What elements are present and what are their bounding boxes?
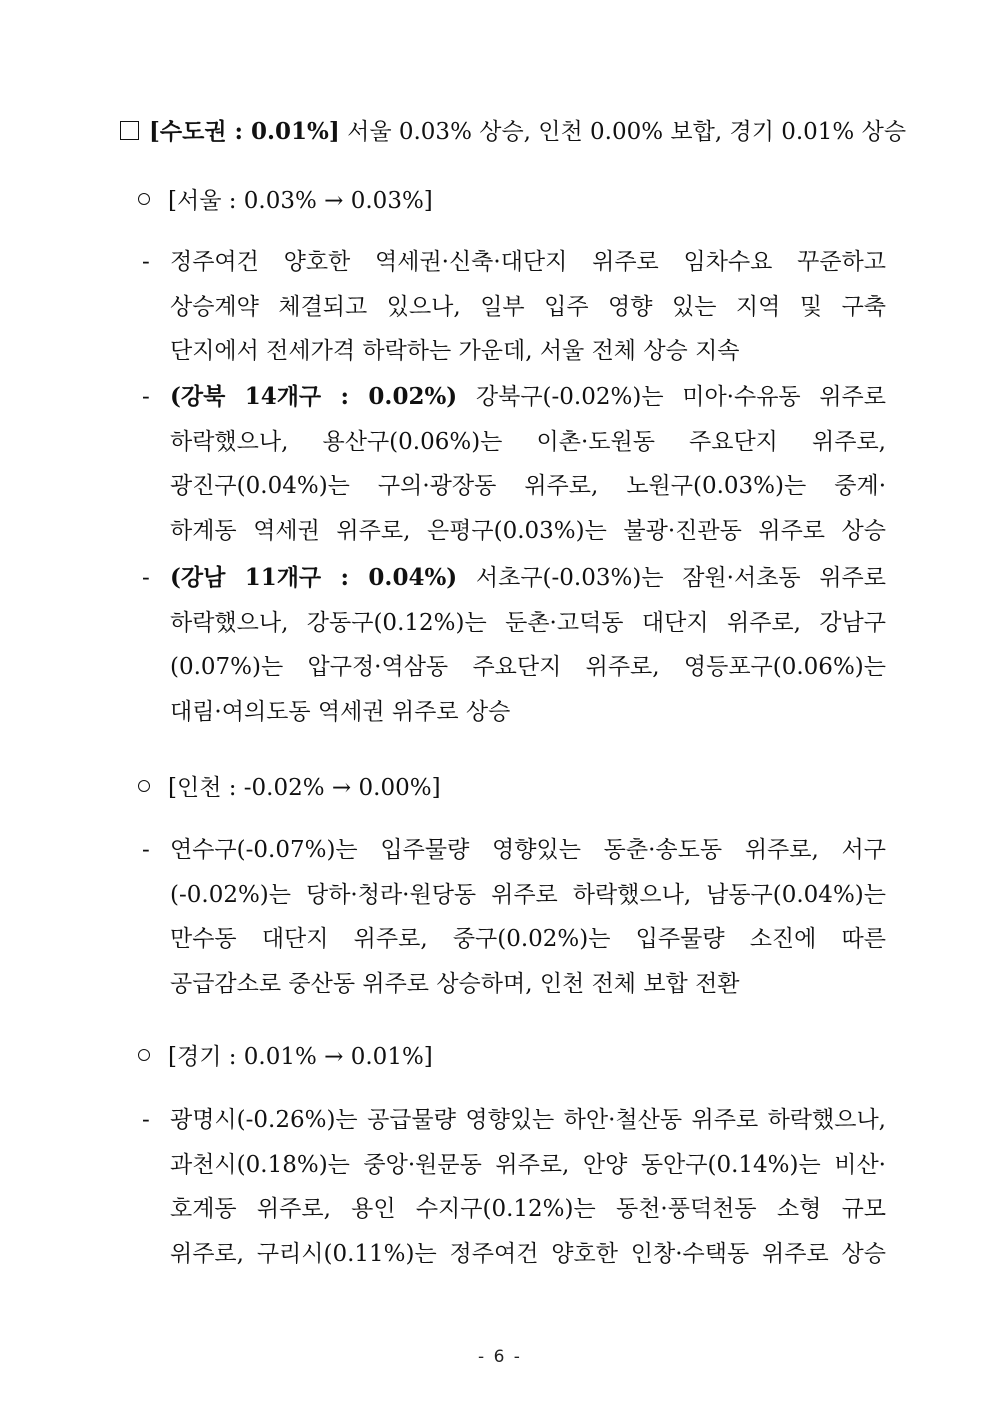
heading-bold-part: [수도권 : 0.01%] — [149, 118, 340, 145]
text-line: 단지에서 전세가격 하락하는 가운데, 서울 전체 상승 지속 — [170, 338, 740, 364]
text-line: 광명시(-0.26%)는 공급물량 영향있는 하안·철산동 위주로 하락했으나, — [170, 1107, 886, 1133]
bullet-lead-text: 서초구(-0.03%)는 잠원·서초동 위주로 — [457, 565, 886, 591]
text-line: 하락했으나, 강동구(0.12%)는 둔촌·고덕동 대단지 위주로, 강남구 — [170, 609, 886, 636]
text-line: 과천시(0.18%)는 중앙·원문동 위주로, 안양 동안구(0.14%)는 비산· — [170, 1151, 886, 1178]
dash-marker: - — [142, 837, 150, 863]
bullet-lead-label: (강남 11개구 : 0.04%) — [170, 564, 458, 591]
text-line: 하락했으나, 용산구(0.06%)는 이촌·도원동 주요단지 위주로, — [170, 428, 886, 455]
bullet-seoul-overview — [142, 240, 886, 374]
bullet-gangbuk — [142, 375, 886, 553]
text-line: 광진구(0.04%)는 구의·광장동 위주로, 노원구(0.03%)는 중계· — [170, 473, 886, 499]
text-line: 호계동 위주로, 용인 수지구(0.12%)는 동천·풍덕천동 소형 규모 — [170, 1196, 886, 1222]
circle-bullet-icon — [138, 193, 150, 205]
text-line — [170, 375, 886, 420]
text-line — [170, 556, 886, 601]
dash-marker: - — [142, 384, 150, 410]
text-line: (-0.02%)는 당하·청라·원당동 위주로 하락했으나, 남동구(0.04%)는 — [170, 881, 886, 908]
text-line: 위주로, 구리시(0.11%)는 정주여건 양호한 인창·수택동 위주로 상승 — [170, 1240, 886, 1267]
subheading-gyeonggi — [138, 1039, 433, 1075]
bullet-lead-label: (강북 14개구 : 0.02%) — [170, 383, 458, 410]
text-line: (0.07%)는 압구정·역삼동 주요단지 위주로, 영등포구(0.06%)는 — [170, 654, 886, 680]
text-line: 연수구(-0.07%)는 입주물량 영향있는 동춘·송도동 위주로, 서구 — [170, 837, 886, 863]
page-number: - 6 - — [478, 1347, 522, 1367]
section-heading — [120, 114, 907, 150]
bullet-lead-text: 강북구(-0.02%)는 미아·수유동 위주로 — [457, 384, 886, 410]
bullet-incheon — [142, 828, 886, 1006]
circle-bullet-icon — [138, 1049, 150, 1061]
text-line: 상승계약 체결되고 있으나, 일부 입주 영향 있는 지역 및 구축 — [170, 293, 886, 320]
checkbox-square-icon — [120, 121, 139, 140]
heading-summary: 서울 0.03% 상승, 인천 0.00% 보합, 경기 0.01% 상승 — [339, 119, 907, 145]
text-line: 하계동 역세권 위주로, 은평구(0.03%)는 불광·진관동 위주로 상승 — [170, 517, 886, 544]
dash-marker: - — [142, 1107, 150, 1133]
subheading-seoul — [138, 183, 433, 219]
subheading-seoul-title: [서울 : 0.03% → 0.03%] — [168, 188, 433, 214]
text-line: 공급감소로 중산동 위주로 상승하며, 인천 전체 보합 전환 — [170, 970, 740, 997]
dash-marker: - — [142, 249, 150, 275]
subheading-incheon-title: [인천 : -0.02% → 0.00%] — [168, 775, 441, 801]
dash-marker: - — [142, 565, 150, 591]
subheading-gyeonggi-title: [경기 : 0.01% → 0.01%] — [168, 1044, 433, 1070]
text-line: 대림·여의도동 역세권 위주로 상승 — [170, 698, 511, 725]
circle-bullet-icon — [138, 780, 150, 792]
bullet-gyeonggi — [142, 1098, 886, 1276]
subheading-incheon — [138, 770, 441, 806]
text-line: 만수동 대단지 위주로, 중구(0.02%)는 입주물량 소진에 따른 — [170, 926, 886, 952]
bullet-gangnam — [142, 556, 886, 734]
text-line: 정주여건 양호한 역세권·신축·대단지 위주로 임차수요 꾸준하고 — [170, 249, 886, 275]
